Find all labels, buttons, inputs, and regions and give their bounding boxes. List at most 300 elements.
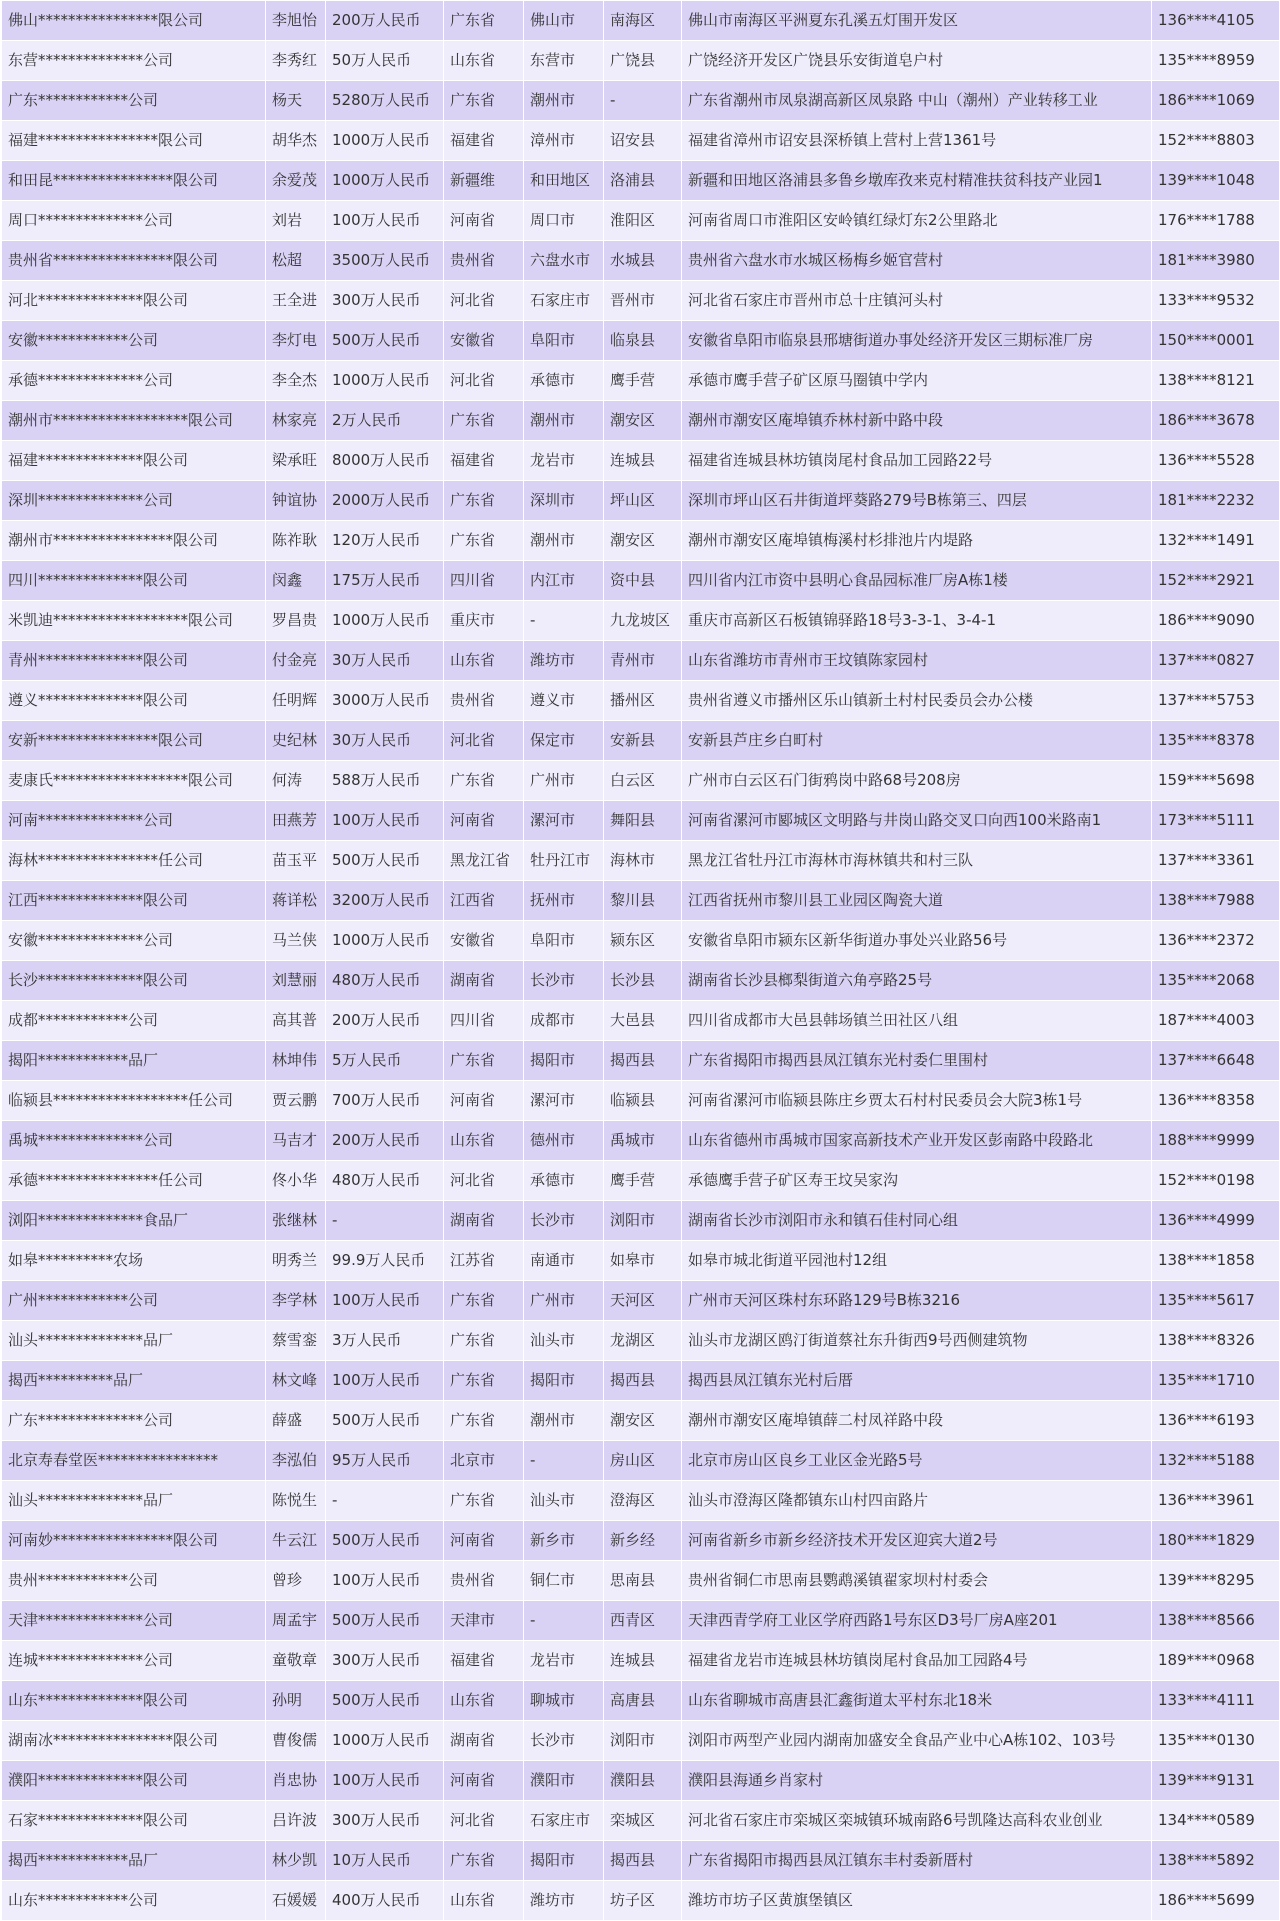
address-cell: 山东省德州市禹城市国家高新技术产业开发区彭南路中段路北 [682,1121,1152,1161]
company-name-cell: 河南**************公司 [2,801,266,841]
company-name-cell: 汕头**************品厂 [2,1321,266,1361]
company-name-cell: 河北**************限公司 [2,281,266,321]
registered-capital-cell: 200万人民币 [326,1,444,41]
table-row [2,641,1280,681]
phone-cell: 186****3678 [1152,401,1280,441]
registered-capital-cell: 2万人民币 [326,401,444,441]
table-row [2,841,1280,881]
legal-person-cell: 明秀兰 [266,1241,326,1281]
registered-capital-cell: 500万人民币 [326,321,444,361]
address-cell: 浏阳市两型产业园内湖南加盛安全食品产业中心A栋102、103号 [682,1721,1152,1761]
address-cell: 山东省聊城市高唐县汇鑫街道太平村东北18米 [682,1681,1152,1721]
registered-capital-cell: 3万人民币 [326,1321,444,1361]
legal-person-cell: 蔡雪銮 [266,1321,326,1361]
province-cell: 河北省 [444,1801,524,1841]
province-cell: 贵州省 [444,241,524,281]
table-row [2,1641,1280,1681]
registered-capital-cell: 95万人民币 [326,1441,444,1481]
table-row [2,1201,1280,1241]
company-name-cell: 周口**************公司 [2,201,266,241]
address-cell: 安新县芦庄乡白町村 [682,721,1152,761]
district-cell: 临颍县 [604,1081,682,1121]
district-cell: 黎川县 [604,881,682,921]
legal-person-cell: 童敬章 [266,1641,326,1681]
legal-person-cell: 孙明 [266,1681,326,1721]
city-cell: 长沙市 [524,1721,604,1761]
phone-cell: 136****3961 [1152,1481,1280,1521]
phone-cell: 152****2921 [1152,561,1280,601]
table-row [2,1161,1280,1201]
table-body [2,1,1280,1921]
table-row [2,1601,1280,1641]
district-cell: 揭西县 [604,1041,682,1081]
registered-capital-cell: 400万人民币 [326,1881,444,1921]
address-cell: 河北省石家庄市晋州市总十庄镇河头村 [682,281,1152,321]
registered-capital-cell: 2000万人民币 [326,481,444,521]
phone-cell: 139****8295 [1152,1561,1280,1601]
registered-capital-cell: - [326,1201,444,1241]
address-cell: 安徽省阜阳市颍东区新华街道办事处兴业路56号 [682,921,1152,961]
table-row [2,401,1280,441]
legal-person-cell: 石媛媛 [266,1881,326,1921]
district-cell: 濮阳县 [604,1761,682,1801]
district-cell: 潮安区 [604,1401,682,1441]
province-cell: 广东省 [444,1841,524,1881]
district-cell: - [604,81,682,121]
table-row [2,281,1280,321]
phone-cell: 187****4003 [1152,1001,1280,1041]
district-cell: 颍东区 [604,921,682,961]
table-row [2,201,1280,241]
registered-capital-cell: 200万人民币 [326,1121,444,1161]
registered-capital-cell: 480万人民币 [326,961,444,1001]
phone-cell: 173****5111 [1152,801,1280,841]
table-row [2,1761,1280,1801]
district-cell: 舞阳县 [604,801,682,841]
legal-person-cell: 蒋详松 [266,881,326,921]
city-cell: 长沙市 [524,961,604,1001]
table-row [2,1401,1280,1441]
city-cell: 潍坊市 [524,1881,604,1921]
city-cell: 承德市 [524,1161,604,1201]
district-cell: 广饶县 [604,41,682,81]
address-cell: 承德鹰手营子矿区寿王坟吴家沟 [682,1161,1152,1201]
city-cell: 东营市 [524,41,604,81]
district-cell: 鹰手营 [604,1161,682,1201]
city-cell: 石家庄市 [524,1801,604,1841]
phone-cell: 135****1710 [1152,1361,1280,1401]
address-cell: 福建省龙岩市连城县林坊镇岗尾村食品加工园路4号 [682,1641,1152,1681]
district-cell: 九龙坡区 [604,601,682,641]
province-cell: 广东省 [444,81,524,121]
district-cell: 淮阳区 [604,201,682,241]
table-row [2,441,1280,481]
city-cell: 德州市 [524,1121,604,1161]
phone-cell: 188****9999 [1152,1121,1280,1161]
legal-person-cell: 林少凯 [266,1841,326,1881]
registered-capital-cell: 99.9万人民币 [326,1241,444,1281]
address-cell: 广东省揭阳市揭西县凤江镇东丰村委新厝村 [682,1841,1152,1881]
province-cell: 广东省 [444,1281,524,1321]
legal-person-cell: 杨天 [266,81,326,121]
table-row [2,1121,1280,1161]
district-cell: 大邑县 [604,1001,682,1041]
company-name-cell: 福建**************限公司 [2,441,266,481]
table-row [2,1881,1280,1921]
phone-cell: 150****0001 [1152,321,1280,361]
legal-person-cell: 王全进 [266,281,326,321]
table-row [2,1041,1280,1081]
phone-cell: 135****0130 [1152,1721,1280,1761]
table-row [2,1481,1280,1521]
province-cell: 河南省 [444,1081,524,1121]
phone-cell: 186****9090 [1152,601,1280,641]
company-name-cell: 安徽**************公司 [2,921,266,961]
city-cell: 潮州市 [524,81,604,121]
company-name-cell: 贵州************公司 [2,1561,266,1601]
company-name-cell: 揭阳************品厂 [2,1041,266,1081]
company-name-cell: 山东**************限公司 [2,1681,266,1721]
province-cell: 河北省 [444,1161,524,1201]
company-name-cell: 浏阳**************食品厂 [2,1201,266,1241]
province-cell: 广东省 [444,1361,524,1401]
table-row [2,1841,1280,1881]
district-cell: 海林市 [604,841,682,881]
address-cell: 四川省成都市大邑县韩场镇兰田社区八组 [682,1001,1152,1041]
address-cell: 福建省连城县林坊镇岗尾村食品加工园路22号 [682,441,1152,481]
registered-capital-cell: 300万人民币 [326,1801,444,1841]
legal-person-cell: 闵鑫 [266,561,326,601]
company-name-cell: 广东************公司 [2,81,266,121]
province-cell: 江苏省 [444,1241,524,1281]
phone-cell: 152****0198 [1152,1161,1280,1201]
legal-person-cell: 苗玉平 [266,841,326,881]
table-row [2,521,1280,561]
phone-cell: 152****8803 [1152,121,1280,161]
province-cell: 福建省 [444,1641,524,1681]
city-cell: 保定市 [524,721,604,761]
registered-capital-cell: 1000万人民币 [326,921,444,961]
district-cell: 青州市 [604,641,682,681]
company-name-cell: 揭西************品厂 [2,1841,266,1881]
district-cell: 长沙县 [604,961,682,1001]
legal-person-cell: 李泓伯 [266,1441,326,1481]
company-name-cell: 米凯迪******************限公司 [2,601,266,641]
city-cell: 牡丹江市 [524,841,604,881]
phone-cell: 137****6648 [1152,1041,1280,1081]
company-name-cell: 和田昆****************限公司 [2,161,266,201]
legal-person-cell: 周孟宇 [266,1601,326,1641]
legal-person-cell: 田燕芳 [266,801,326,841]
province-cell: 贵州省 [444,1561,524,1601]
company-name-cell: 承德****************任公司 [2,1161,266,1201]
city-cell: 成都市 [524,1001,604,1041]
province-cell: 广东省 [444,1401,524,1441]
legal-person-cell: 马兰侠 [266,921,326,961]
phone-cell: 139****9131 [1152,1761,1280,1801]
province-cell: 河北省 [444,721,524,761]
province-cell: 安徽省 [444,921,524,961]
city-cell: 长沙市 [524,1201,604,1241]
city-cell: 阜阳市 [524,321,604,361]
legal-person-cell: 肖忠协 [266,1761,326,1801]
company-name-cell: 东营**************公司 [2,41,266,81]
table-row [2,1681,1280,1721]
province-cell: 山东省 [444,1681,524,1721]
city-cell: 南通市 [524,1241,604,1281]
legal-person-cell: 吕许波 [266,1801,326,1841]
province-cell: 河北省 [444,281,524,321]
province-cell: 广东省 [444,1321,524,1361]
phone-cell: 189****0968 [1152,1641,1280,1681]
province-cell: 四川省 [444,1001,524,1041]
address-cell: 贵州省遵义市播州区乐山镇新土村村民委员会办公楼 [682,681,1152,721]
legal-person-cell: 梁承旺 [266,441,326,481]
phone-cell: 132****5188 [1152,1441,1280,1481]
district-cell: 诏安县 [604,121,682,161]
address-cell: 潮州市潮安区庵埠镇梅溪村杉排池片内堤路 [682,521,1152,561]
province-cell: 广东省 [444,1041,524,1081]
address-cell: 四川省内江市资中县明心食品园标准厂房A栋1楼 [682,561,1152,601]
table-row [2,921,1280,961]
district-cell: 临泉县 [604,321,682,361]
city-cell: 和田地区 [524,161,604,201]
address-cell: 广东省潮州市凤泉湖高新区凤泉路 中山（潮州）产业转移工业 [682,81,1152,121]
city-cell: 潮州市 [524,1401,604,1441]
registered-capital-cell: 500万人民币 [326,1521,444,1561]
legal-person-cell: 林家亮 [266,401,326,441]
table-row [2,1721,1280,1761]
address-cell: 福建省漳州市诏安县深桥镇上营村上营1361号 [682,121,1152,161]
registered-capital-cell: 50万人民币 [326,41,444,81]
province-cell: 河南省 [444,1521,524,1561]
table-row [2,1361,1280,1401]
address-cell: 贵州省铜仁市思南县鹦鹉溪镇翟家坝村村委会 [682,1561,1152,1601]
company-name-cell: 临颍县******************任公司 [2,1081,266,1121]
registered-capital-cell: 3500万人民币 [326,241,444,281]
province-cell: 广东省 [444,481,524,521]
company-name-cell: 四川**************限公司 [2,561,266,601]
phone-cell: 186****1069 [1152,81,1280,121]
address-cell: 河南省漯河市临颍县陈庄乡贾太石村村民委员会大院3栋1号 [682,1081,1152,1121]
city-cell: - [524,601,604,641]
legal-person-cell: 刘岩 [266,201,326,241]
phone-cell: 135****2068 [1152,961,1280,1001]
table-row [2,721,1280,761]
province-cell: 福建省 [444,441,524,481]
district-cell: 澄海区 [604,1481,682,1521]
phone-cell: 181****3980 [1152,241,1280,281]
address-cell: 深圳市坪山区石井街道坪葵路279号B栋第三、四层 [682,481,1152,521]
legal-person-cell: 任明辉 [266,681,326,721]
company-name-cell: 石家**************限公司 [2,1801,266,1841]
company-name-cell: 青州**************限公司 [2,641,266,681]
district-cell: 浏阳市 [604,1201,682,1241]
legal-person-cell: 余爱茂 [266,161,326,201]
company-name-cell: 如皋**********农场 [2,1241,266,1281]
province-cell: 湖南省 [444,1721,524,1761]
province-cell: 湖南省 [444,961,524,1001]
phone-cell: 138****8566 [1152,1601,1280,1641]
legal-person-cell: 刘慧丽 [266,961,326,1001]
address-cell: 广饶经济开发区广饶县乐安街道皂户村 [682,41,1152,81]
registered-capital-cell: 3200万人民币 [326,881,444,921]
city-cell: 漯河市 [524,801,604,841]
registered-capital-cell: 100万人民币 [326,801,444,841]
phone-cell: 137****5753 [1152,681,1280,721]
company-name-cell: 山东************公司 [2,1881,266,1921]
address-cell: 潍坊市坊子区黄旗堡镇区 [682,1881,1152,1921]
city-cell: 揭阳市 [524,1841,604,1881]
legal-person-cell: 李旭怡 [266,1,326,41]
phone-cell: 138****5892 [1152,1841,1280,1881]
district-cell: 思南县 [604,1561,682,1601]
phone-cell: 136****5528 [1152,441,1280,481]
phone-cell: 136****8358 [1152,1081,1280,1121]
address-cell: 河南省漯河市郾城区文明路与井岗山路交叉口向西100米路南1 [682,801,1152,841]
district-cell: 新乡经 [604,1521,682,1561]
province-cell: 黑龙江省 [444,841,524,881]
address-cell: 山东省潍坊市青州市王坟镇陈家园村 [682,641,1152,681]
registered-capital-cell: 200万人民币 [326,1001,444,1041]
city-cell: 阜阳市 [524,921,604,961]
registered-capital-cell: 30万人民币 [326,721,444,761]
district-cell: 潮安区 [604,401,682,441]
registered-capital-cell: 100万人民币 [326,1281,444,1321]
legal-person-cell: 牛云江 [266,1521,326,1561]
address-cell: 潮州市潮安区庵埠镇薛二村凤祥路中段 [682,1401,1152,1441]
city-cell: 漳州市 [524,121,604,161]
city-cell: 潍坊市 [524,641,604,681]
legal-person-cell: 李学林 [266,1281,326,1321]
address-cell: 新疆和田地区洛浦县多鲁乡墩库孜来克村精准扶贫科技产业园1 [682,161,1152,201]
address-cell: 河北省石家庄市栾城区栾城镇环城南路6号凯隆达高科农业创业 [682,1801,1152,1841]
registered-capital-cell: - [326,1481,444,1521]
legal-person-cell: 张继林 [266,1201,326,1241]
registered-capital-cell: 5万人民币 [326,1041,444,1081]
phone-cell: 138****1858 [1152,1241,1280,1281]
address-cell: 汕头市澄海区隆都镇东山村四亩路片 [682,1481,1152,1521]
district-cell: 揭西县 [604,1841,682,1881]
table-row [2,561,1280,601]
phone-cell: 139****1048 [1152,161,1280,201]
province-cell: 河南省 [444,801,524,841]
district-cell: 连城县 [604,441,682,481]
province-cell: 湖南省 [444,1201,524,1241]
legal-person-cell: 曹俊儒 [266,1721,326,1761]
company-name-cell: 北京寿春堂医**************** [2,1441,266,1481]
registered-capital-cell: 100万人民币 [326,1761,444,1801]
city-cell: 聊城市 [524,1681,604,1721]
legal-person-cell: 何涛 [266,761,326,801]
district-cell: 晋州市 [604,281,682,321]
phone-cell: 186****5699 [1152,1881,1280,1921]
address-cell: 贵州省六盘水市水城区杨梅乡姬官营村 [682,241,1152,281]
district-cell: 如皋市 [604,1241,682,1281]
registered-capital-cell: 8000万人民币 [326,441,444,481]
phone-cell: 176****1788 [1152,201,1280,241]
address-cell: 黑龙江省牡丹江市海林市海林镇共和村三队 [682,841,1152,881]
table-row [2,961,1280,1001]
company-name-cell: 濮阳**************限公司 [2,1761,266,1801]
legal-person-cell: 李全杰 [266,361,326,401]
table-row [2,481,1280,521]
company-name-cell: 禹城**************公司 [2,1121,266,1161]
table-row [2,1321,1280,1361]
province-cell: 北京市 [444,1441,524,1481]
registered-capital-cell: 500万人民币 [326,1601,444,1641]
address-cell: 揭西县凤江镇东光村后厝 [682,1361,1152,1401]
table-row [2,321,1280,361]
province-cell: 山东省 [444,641,524,681]
legal-person-cell: 松超 [266,241,326,281]
address-cell: 广州市白云区石门街鸦岗中路68号208房 [682,761,1152,801]
district-cell: 禹城市 [604,1121,682,1161]
city-cell: 周口市 [524,201,604,241]
company-name-cell: 佛山****************限公司 [2,1,266,41]
district-cell: 龙湖区 [604,1321,682,1361]
table-row [2,601,1280,641]
address-cell: 北京市房山区良乡工业区金光路5号 [682,1441,1152,1481]
registered-capital-cell: 500万人民币 [326,1401,444,1441]
district-cell: 栾城区 [604,1801,682,1841]
address-cell: 重庆市高新区石板镇锦驿路18号3-3-1、3-4-1 [682,601,1152,641]
legal-person-cell: 李灯电 [266,321,326,361]
province-cell: 重庆市 [444,601,524,641]
company-name-cell: 揭西**********品厂 [2,1361,266,1401]
city-cell: 铜仁市 [524,1561,604,1601]
city-cell: 抚州市 [524,881,604,921]
phone-cell: 133****9532 [1152,281,1280,321]
legal-person-cell: 陈悦生 [266,1481,326,1521]
registered-capital-cell: 1000万人民币 [326,121,444,161]
registered-capital-cell: 120万人民币 [326,521,444,561]
legal-person-cell: 高其普 [266,1001,326,1041]
province-cell: 山东省 [444,1881,524,1921]
phone-cell: 136****4105 [1152,1,1280,41]
province-cell: 河南省 [444,201,524,241]
registered-capital-cell: 10万人民币 [326,1841,444,1881]
city-cell: 潮州市 [524,401,604,441]
table-row [2,121,1280,161]
registered-capital-cell: 175万人民币 [326,561,444,601]
legal-person-cell: 陈祚耿 [266,521,326,561]
phone-cell: 135****8378 [1152,721,1280,761]
company-name-cell: 安新****************限公司 [2,721,266,761]
district-cell: 浏阳市 [604,1721,682,1761]
city-cell: 濮阳市 [524,1761,604,1801]
company-name-cell: 遵义**************限公司 [2,681,266,721]
registered-capital-cell: 700万人民币 [326,1081,444,1121]
district-cell: 资中县 [604,561,682,601]
city-cell: 龙岩市 [524,441,604,481]
district-cell: 播州区 [604,681,682,721]
district-cell: 南海区 [604,1,682,41]
district-cell: 高唐县 [604,1681,682,1721]
province-cell: 广东省 [444,1481,524,1521]
table-row [2,161,1280,201]
address-cell: 潮州市潮安区庵埠镇乔林村新中路中段 [682,401,1152,441]
district-cell: 西青区 [604,1601,682,1641]
company-name-cell: 深圳**************公司 [2,481,266,521]
province-cell: 广东省 [444,761,524,801]
city-cell: 六盘水市 [524,241,604,281]
phone-cell: 138****7988 [1152,881,1280,921]
province-cell: 新疆维 [444,161,524,201]
company-name-cell: 贵州省****************限公司 [2,241,266,281]
address-cell: 佛山市南海区平洲夏东孔溪五灯围开发区 [682,1,1152,41]
city-cell: 石家庄市 [524,281,604,321]
